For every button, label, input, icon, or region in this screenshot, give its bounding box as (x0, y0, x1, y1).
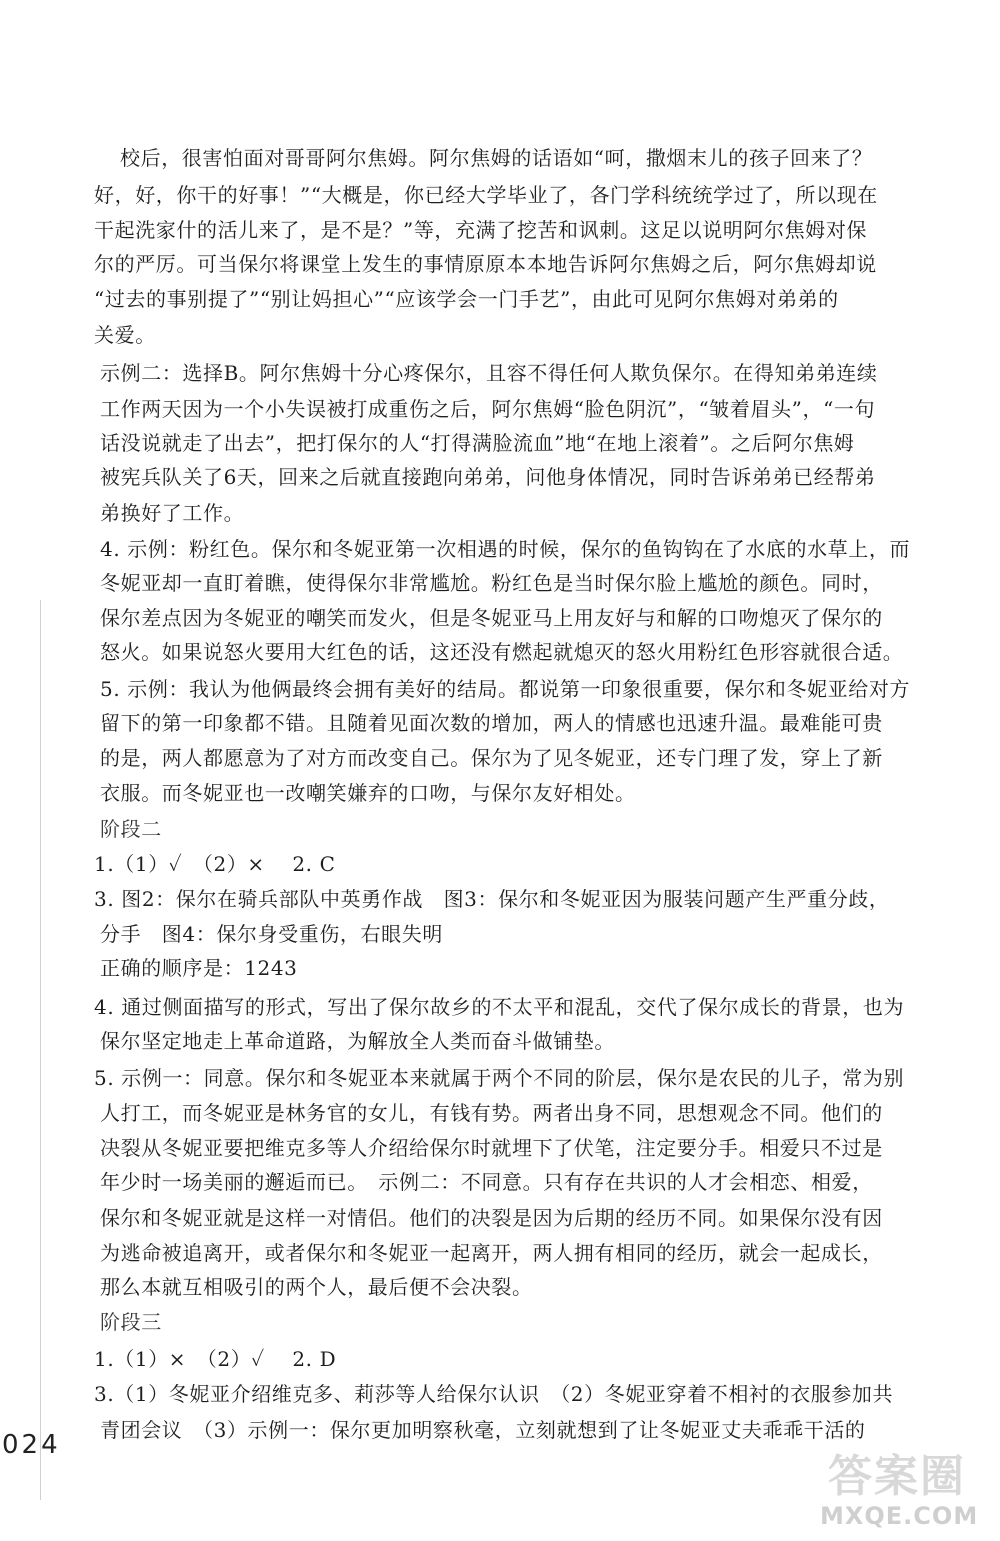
margin-rule (40, 600, 41, 1500)
text-line: 青团会议 （3）示例一：保尔更加明察秋毫，立刻就想到了让冬妮亚丈夫乖乖干活的 (100, 1418, 866, 1442)
text-line: 的是，两人都愿意为了对方而改变自己。保尔为了见冬妮亚，还专门理了发，穿上了新 (100, 746, 883, 770)
text-line: 话没说就走了出去”，把打保尔的人“打得满脸流血”地“在地上滚着”。之后阿尔焦姆 (100, 431, 855, 455)
section-heading: 阶段二 (100, 817, 162, 841)
text-line: 为逃命被追离开，或者保尔和冬妮亚一起离开，两人拥有相同的经历，就会一起成长， (100, 1241, 883, 1265)
text-line: 保尔和冬妮亚就是这样一对情侣。他们的决裂是因为后期的经历不同。如果保尔没有因 (100, 1206, 883, 1230)
text-line: 关爱。 (94, 323, 156, 347)
watermark-text: 答案圈 (828, 1451, 966, 1502)
text-line: 正确的顺序是：1243 (100, 956, 298, 980)
text-line: 示例二：选择B。阿尔焦姆十分心疼保尔，且容不得任何人欺负保尔。在得知弟弟连续 (100, 361, 878, 385)
text-line: 干起洗家什的活儿来了，是不是？”等，充满了挖苦和讽刺。这足以说明阿尔焦姆对保 (94, 218, 868, 242)
text-line: 5. 示例：我认为他俩最终会拥有美好的结局。都说第一印象很重要，保尔和冬妮亚给对方 (100, 677, 911, 701)
watermark-logo (820, 1440, 995, 1535)
text-line: 4. 通过侧面描写的形式，写出了保尔故乡的不太平和混乱，交代了保尔成长的背景，也为 (94, 995, 905, 1019)
watermark-url: MXQE.COM (820, 1502, 979, 1530)
text-line: 年少时一场美丽的邂逅而已。 示例二：不同意。只有存在共识的人才会相恋、相爱， (100, 1170, 873, 1194)
text-line: 3. 图2：保尔在骑兵部队中英勇作战 图3：保尔和冬妮亚因为服装问题产生严重分歧， (94, 887, 890, 911)
text-line: 尔的严厉。可当保尔将课堂上发生的事情原原本本地告诉阿尔焦姆之后，阿尔焦姆却说 (94, 252, 877, 276)
text-line: 校后，很害怕面对哥哥阿尔焦姆。阿尔焦姆的话语如“呵，撒烟末儿的孩子回来了？ (120, 146, 873, 170)
text-line: 3.（1）冬妮亚介绍维克多、莉莎等人给保尔认识 （2）冬妮亚穿着不相衬的衣服参加共 (94, 1382, 894, 1406)
section-heading: 阶段三 (100, 1310, 162, 1334)
text-line: 人打工，而冬妮亚是林务官的女儿，有钱有势。两者出身不同，思想观念不同。他们的 (100, 1101, 883, 1125)
text-line: 怒火。如果说怒火要用大红色的话，这还没有燃起就熄灭的怒火用粉红色形容就很合适。 (100, 640, 904, 664)
text-line: 好，好，你干的好事！”“大概是，你已经大学毕业了，各门学科统统学过了，所以现在 (94, 183, 878, 207)
text-line: 保尔坚定地走上革命道路，为解放全人类而奋斗做铺垫。 (100, 1029, 615, 1053)
text-line: 留下的第一印象都不错。且随着见面次数的增加，两人的情感也迅速升温。最难能可贵 (100, 711, 883, 735)
text-line: 5. 示例一：同意。保尔和冬妮亚本来就属于两个不同的阶层，保尔是农民的儿子，常为别 (94, 1066, 905, 1090)
text-line: 弟换好了工作。 (100, 501, 245, 525)
text-line: 4. 示例：粉红色。保尔和冬妮亚第一次相遇的时候，保尔的鱼钩钩在了水底的水草上，而 (100, 537, 911, 561)
page-number: 024 (2, 1430, 61, 1460)
text-line: 保尔差点因为冬妮亚的嘲笑而发火，但是冬妮亚马上用友好与和解的口吻熄灭了保尔的 (100, 606, 883, 630)
text-line: 1.（1）× （2）✓ 2. D (94, 1347, 337, 1371)
text-line: 1.（1）✓ （2）× 2. C (94, 852, 336, 876)
text-line: 那么本就互相吸引的两个人，最后便不会决裂。 (100, 1275, 533, 1299)
text-line: 工作两天因为一个小失误被打成重伤之后，阿尔焦姆“脸色阴沉”，“皱着眉头”，“一句 (100, 397, 876, 421)
text-line: 衣服。而冬妮亚也一改嘲笑嫌弃的口吻，与保尔友好相处。 (100, 781, 636, 805)
text-line: “过去的事别提了”“别让妈担心”“应该学会一门手艺”，由此可见阿尔焦姆对弟弟的 (94, 287, 839, 311)
text-line: 被宪兵队关了6天，回来之后就直接跑向弟弟，问他身体情况，同时告诉弟弟已经帮弟 (100, 465, 876, 489)
text-line: 分手 图4：保尔身受重伤，右眼失明 (100, 922, 443, 946)
text-line: 决裂从冬妮亚要把维克多等人介绍给保尔时就埋下了伏笔，注定要分手。相爱只不过是 (100, 1136, 883, 1160)
text-line: 冬妮亚却一直盯着瞧，使得保尔非常尴尬。粉红色是当时保尔脸上尴尬的颜色。同时， (100, 571, 883, 595)
